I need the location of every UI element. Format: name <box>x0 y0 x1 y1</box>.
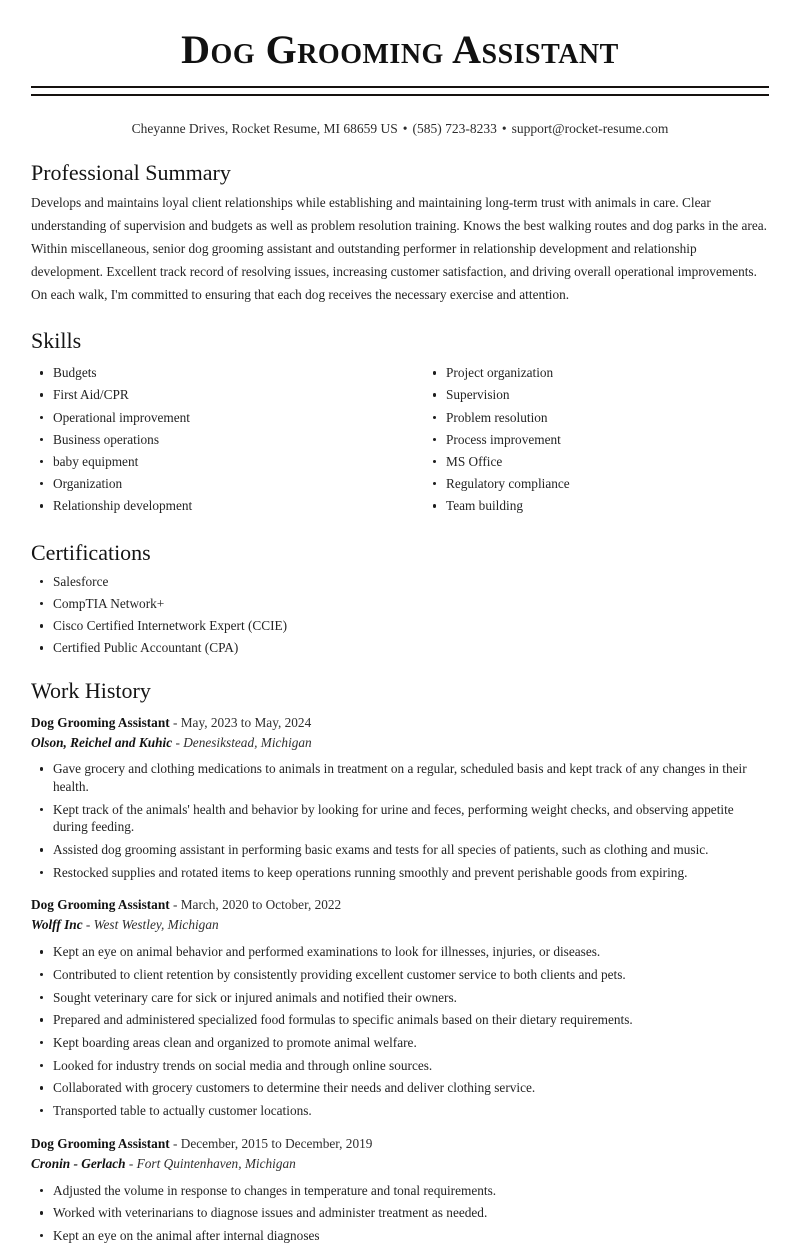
contact-address: Cheyanne Drives, Rocket Resume, MI 68659 US <box>131 121 398 136</box>
job-location: West Westley, Michigan <box>93 917 219 933</box>
job-title: Dog Grooming Assistant <box>31 714 170 730</box>
job-bullet-item: Kept track of the animals' health and behavior by looking for urine and feces, performing weight checks, and observing appetite during feeding. <box>31 801 769 836</box>
job-bullet-item: Prepared and administered specialized food formulas to specific animals based on their dietary requirements. <box>31 1011 769 1029</box>
skill-item: Problem resolution <box>424 409 769 427</box>
page-title: Dog Grooming Assistant <box>181 27 619 72</box>
job-bullet-item: Contributed to client retention by consistently providing excellent customer service to both clients and pets. <box>31 966 769 984</box>
skills-list-left <box>31 364 400 515</box>
job-title: Dog Grooming Assistant <box>31 897 170 913</box>
job-company-line <box>31 733 769 753</box>
contact-phone: (585) 723-8233 <box>412 121 497 136</box>
job-company-line <box>31 915 769 935</box>
skill-item: Regulatory compliance <box>424 475 769 493</box>
skill-item: Team building <box>424 497 769 515</box>
job-bullet-item: Transported table to actually customer locations. <box>31 1102 769 1120</box>
job-bullets-list <box>31 760 769 881</box>
skill-item: Project organization <box>424 364 769 382</box>
job-entry <box>31 713 769 882</box>
job-bullet-item: Looked for industry trends on social media and through online sources. <box>31 1057 769 1075</box>
skills-columns <box>31 360 769 519</box>
certification-item: Cisco Certified Internetwork Expert (CCIE) <box>31 617 769 635</box>
skill-item: MS Office <box>424 453 769 471</box>
section-work-history <box>31 677 769 1245</box>
job-company-location-separator: - <box>125 1155 137 1171</box>
job-bullet-item: Kept an eye on animal behavior and performed examinations to look for illnesses, injuries, or diseases. <box>31 943 769 961</box>
job-bullet-item: Kept an eye on the animal after internal diagnoses <box>31 1227 769 1245</box>
skill-item: Organization <box>31 475 400 493</box>
skill-item: Budgets <box>31 364 400 382</box>
job-bullet-item: Collaborated with grocery customers to determine their needs and deliver clothing service. <box>31 1079 769 1097</box>
summary-paragraph: Develops and maintains loyal client relationships while establishing and maintaining long-term trust with animals in care. Clear understanding of supervision and budgets as well as problem resolution training. Knows the best walking routes and dog parks in the area. Within miscellaneous, senior dog grooming assistant and outstanding performer in relationship development and relationship development. Excellent track record of resolving issues, increasing customer satisfaction, and driving overall operational improvements. On each walk, I'm committed to ensuring that each dog receives the necessary exercise and attention. <box>31 195 767 302</box>
job-bullets-list <box>31 943 769 1119</box>
skills-list-right <box>424 364 769 515</box>
contact-separator-1: • <box>402 121 408 136</box>
section-heading-work-history: Work History <box>31 678 151 704</box>
skill-item: Relationship development <box>31 497 400 515</box>
job-company-location-separator: - <box>82 917 94 933</box>
job-title-dates-separator: - <box>169 1135 181 1151</box>
job-entry <box>31 895 769 1119</box>
job-bullet-item: Sought veterinary care for sick or injured animals and notified their owners. <box>31 989 769 1007</box>
job-bullet-item: Worked with veterinarians to diagnose issues and administer treatment as needed. <box>31 1204 769 1222</box>
skill-item: Operational improvement <box>31 409 400 427</box>
job-company: Cronin - Gerlach <box>31 1155 126 1171</box>
job-title-dates-separator: - <box>169 897 181 913</box>
contact-email: support@rocket-resume.com <box>511 121 669 136</box>
skill-item: Supervision <box>424 386 769 404</box>
certifications-list <box>31 573 769 657</box>
section-certifications <box>31 539 769 657</box>
job-title-line <box>31 895 769 915</box>
job-dates: May, 2023 to May, 2024 <box>180 714 312 730</box>
job-bullet-item: Gave grocery and clothing medications to animals in treatment on a regular, scheduled basis and kept track of any changes in their health. <box>31 760 769 795</box>
job-entry <box>31 1134 769 1245</box>
job-bullet-item: Assisted dog grooming assistant in performing basic exams and tests for all species of patients, such as clothing and music. <box>31 841 769 859</box>
skill-item: Business operations <box>31 431 400 449</box>
job-bullets-list <box>31 1182 769 1245</box>
certification-item: Certified Public Accountant (CPA) <box>31 639 769 657</box>
job-title-dates-separator: - <box>169 714 181 730</box>
section-heading-summary: Professional Summary <box>31 159 231 185</box>
job-title-line <box>31 713 769 733</box>
header-divider <box>31 86 769 96</box>
job-location: Denesikstead, Michigan <box>183 734 312 750</box>
job-dates: December, 2015 to December, 2019 <box>180 1135 373 1151</box>
section-professional-summary <box>31 159 769 307</box>
job-bullet-item: Kept boarding areas clean and organized to promote animal welfare. <box>31 1034 769 1052</box>
contact-separator-2: • <box>501 121 507 136</box>
job-bullet-item: Adjusted the volume in response to changes in temperature and tonal requirements. <box>31 1182 769 1200</box>
skill-item: First Aid/CPR <box>31 386 400 404</box>
skill-item: Process improvement <box>424 431 769 449</box>
skills-column-left <box>31 360 400 519</box>
job-company-location-separator: - <box>172 734 184 750</box>
job-company-line <box>31 1154 769 1174</box>
job-title-line <box>31 1134 769 1154</box>
job-company: Wolff Inc <box>31 917 83 933</box>
job-company: Olson, Reichel and Kuhic <box>31 734 173 750</box>
section-skills <box>31 327 769 520</box>
certification-item: Salesforce <box>31 573 769 591</box>
skills-column-right <box>400 360 769 519</box>
contact-line <box>31 96 769 139</box>
job-dates: March, 2020 to October, 2022 <box>180 897 342 913</box>
job-bullet-item: Restocked supplies and rotated items to keep operations running smoothly and prevent perishable goods from expiring. <box>31 864 769 882</box>
job-title: Dog Grooming Assistant <box>31 1135 170 1151</box>
work-history-jobs <box>31 713 769 1245</box>
section-heading-certifications: Certifications <box>31 540 151 566</box>
certification-item: CompTIA Network+ <box>31 595 769 613</box>
skill-item: baby equipment <box>31 453 400 471</box>
section-heading-skills: Skills <box>31 327 82 353</box>
job-location: Fort Quintenhaven, Michigan <box>136 1155 296 1171</box>
